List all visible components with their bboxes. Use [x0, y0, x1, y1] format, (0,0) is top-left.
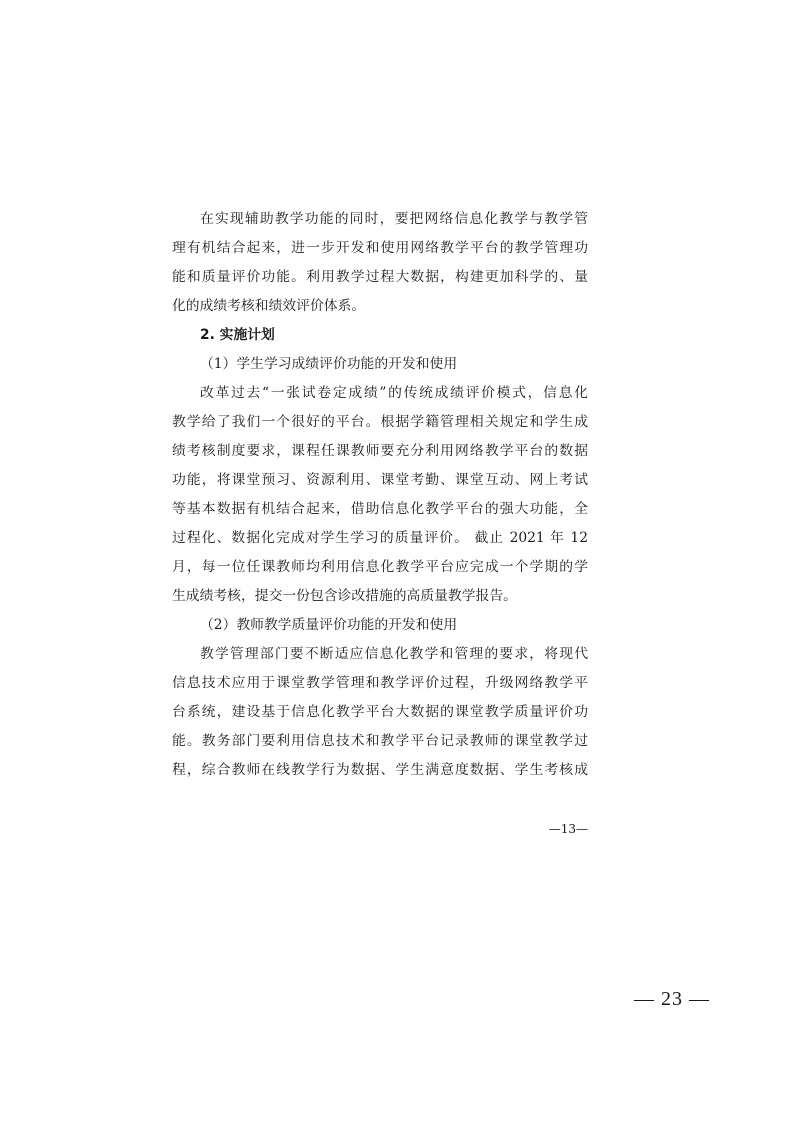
paragraph-line: 理有机结合起来，进一步开发和使用网络教学平台的教学管理功 [172, 240, 588, 256]
paragraph-line: 过程化、数据化完成对学生学习的质量评价。 截止 2021 年 12 [172, 530, 588, 546]
inner-page-number: —13— [548, 822, 588, 836]
subsection-heading: （2）教师教学质量评价功能的开发和使用 [200, 617, 458, 633]
outer-page-number: — 23 — [634, 988, 710, 1010]
paragraph-line: 功能，将课堂预习、资源利用、课堂考勤、课堂互动、网上考试 [172, 472, 588, 488]
paragraph-line: 教学给了我们一个很好的平台。根据学籍管理相关规定和学生成 [172, 414, 588, 430]
paragraph-line: 生成绩考核，提交一份包含诊改措施的高质量教学报告。 [172, 588, 517, 604]
paragraph-line: 台系统，建设基于信息化教学平台大数据的课堂教学质量评价功 [172, 704, 588, 720]
document-body [172, 205, 588, 785]
paragraph-line: 教学管理部门要不断适应信息化教学和管理的要求，将现代 [200, 646, 588, 662]
paragraph-line: 等基本数据有机结合起来，借助信息化教学平台的强大功能，全 [172, 501, 588, 517]
paragraph-line: 改革过去“一张试卷定成绩”的传统成绩评价模式，信息化 [200, 385, 588, 401]
paragraph-line: 月，每一位任课教师均利用信息化教学平台应完成一个学期的学 [172, 559, 588, 575]
paragraph-line: 化的成绩考核和绩效评价体系。 [172, 298, 366, 314]
paragraph-line: 绩考核制度要求，课程任课教师要充分利用网络教学平台的数据 [172, 443, 588, 459]
paragraph-line: 信息技术应用于课堂教学管理和教学评价过程，升级网络教学平 [172, 675, 588, 691]
paragraph-line: 能。教务部门要利用信息技术和教学平台记录教师的课堂教学过 [172, 733, 588, 749]
subsection-heading: （1）学生学习成绩评价功能的开发和使用 [200, 356, 458, 372]
paragraph-line: 程，综合教师在线教学行为数据、学生满意度数据、学生考核成 [172, 762, 588, 778]
paragraph-line: 能和质量评价功能。利用教学过程大数据，构建更加科学的、量 [172, 269, 588, 285]
paragraph-line: 在实现辅助教学功能的同时，要把网络信息化教学与教学管 [200, 211, 588, 227]
section-heading: 2. 实施计划 [200, 327, 275, 343]
